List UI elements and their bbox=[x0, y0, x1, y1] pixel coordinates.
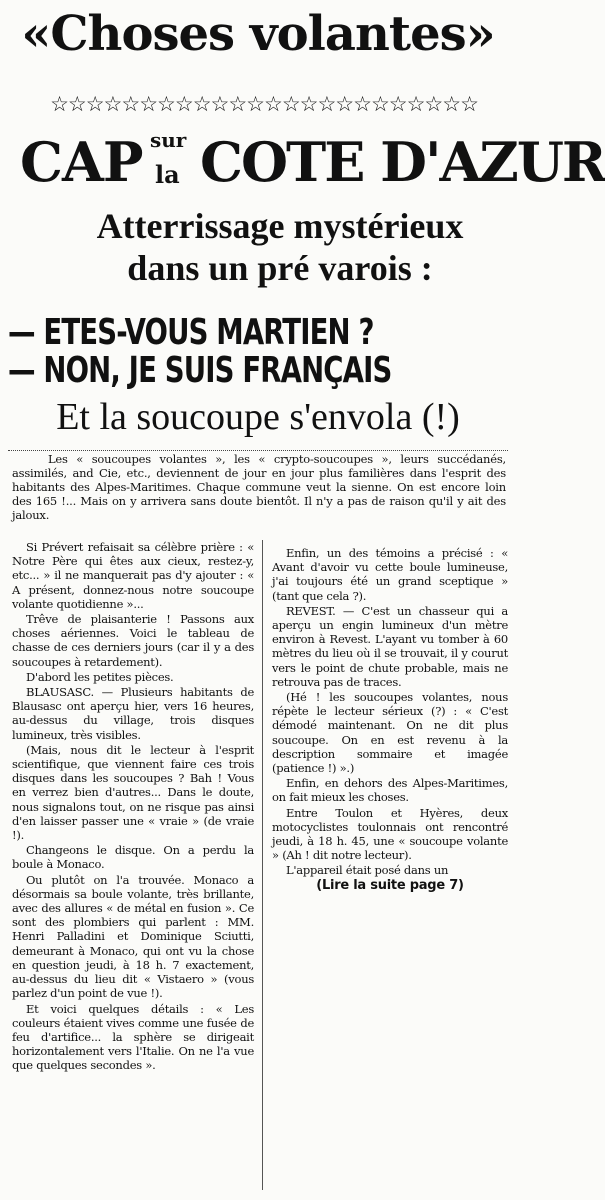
tagline: Et la soucoupe s'envola (!) bbox=[56, 396, 460, 438]
headline-la: la bbox=[155, 160, 180, 189]
paragraph: (Hé ! les soucoupes volantes, nous répète le lecteur sérieux (?) : « C'est démodé maintenant. On ne dit plus soucoupe. On en est revenu à la description sommaire et imagée (patience !) ».) bbox=[272, 690, 508, 776]
left-column bbox=[12, 540, 254, 1190]
dialogue-line-2: — NON, JE SUIS FRANÇAIS bbox=[8, 350, 392, 391]
paragraph: Entre Toulon et Hyères, deux motocyclistes toulonnais ont rencontré jeudi, à 18 h. 45, une « soucoupe volante » (Ah ! dit notre lecteur). bbox=[272, 805, 508, 863]
deck-line-2: dans un pré varois : bbox=[127, 248, 433, 288]
dialogue-line-1: — ETES-VOUS MARTIEN ? bbox=[8, 312, 374, 353]
paragraph: Si Prévert refaisait sa célèbre prière : « Notre Père qui êtes aux cieux, restez-y, etc... » il ne manquerait pas d'y ajouter : « A présent, donnez-nous notre soucoupe volante quotidienne »... bbox=[12, 540, 254, 611]
paragraph: BLAUSASC. — Plusieurs habitants de Blausasc ont aperçu hier, vers 16 heures, au-dessus du village, trois disques lumineux, très visibles. bbox=[12, 685, 254, 742]
paragraph: Trêve de plaisanterie ! Passons aux choses aériennes. Voici le tableau de chasse de ces derniers jours (car il y a des soucoupes à retardement). bbox=[12, 612, 254, 669]
headline-place: COTE D'AZUR bbox=[200, 130, 605, 194]
paragraph: REVEST. — C'est un chasseur qui a aperçu un engin lumineux d'un mètre environ à Revest. L'ayant vu tomber à 60 mètres du lieu où il se trouvait, il y courut vers le point de chute probable, mais ne retrouva pas de traces. bbox=[272, 603, 508, 689]
paragraph: Ou plutôt on l'a trouvée. Monaco a désormais sa boule volante, très brillante, avec des allures « de métal en fusion ». Ce sont des plombiers qui parlent : MM. Henri Palladini et Dominique Sciutti, demeurant à Monaco, qui ont vu la chose en question jeudi, à 18 h. 7 exactement, au-dessus du lieu dit « Vistaero » (vous parlez d'un point de vue !). bbox=[12, 872, 254, 1001]
paragraph: L'appareil était posé dans un bbox=[286, 863, 449, 878]
paragraph: Enfin, en dehors des Alpes-Maritimes, on fait mieux les choses. bbox=[272, 776, 508, 805]
intro-text: Les « soucoupes volantes », les « crypto-soucoupes », leurs succédanés, assimilés, and Cie, etc., deviennent de jour en jour plus familières dans l'esprit des habitants des Alpes-Maritimes. Chaque commune veut la sienne. On est encore loin des 165 !... Mais on y arrivera sans doute bientôt. Il n'y a pas de raison qu'il y ait des jaloux. bbox=[12, 452, 506, 522]
paragraph: Et voici quelques détails : « Les couleurs étaient vives comme une fusée de feu d'artifice... la sphère se dirigeait horizontalement vers l'Italie. On ne l'a vue que quelques secondes ». bbox=[12, 1001, 254, 1073]
paragraph: Enfin, un des témoins a précisé : « Avant d'avoir vu cette boule lumineuse, j'ai toujours été un grand sceptique » (tant que cela ?). bbox=[272, 546, 508, 603]
paragraph: Changeons le disque. On a perdu la boule à Monaco. bbox=[12, 843, 254, 872]
main-headline bbox=[0, 120, 605, 210]
headline-sur: sur bbox=[150, 128, 187, 152]
deck bbox=[80, 205, 480, 289]
deck-line-1: Atterrissage mystérieux bbox=[96, 206, 464, 246]
headline-cap: CAP bbox=[20, 130, 143, 194]
right-column bbox=[272, 546, 508, 1106]
column-divider bbox=[262, 540, 263, 1190]
continued-on-page: (Lire la suite page 7) bbox=[316, 877, 464, 893]
intro-paragraph bbox=[12, 452, 506, 522]
kicker-title: «Choses volantes» bbox=[21, 6, 495, 62]
star-rule: ☆☆☆☆☆☆☆☆☆☆☆☆☆☆☆☆☆☆☆☆☆☆☆☆ bbox=[50, 92, 478, 116]
paragraph: D'abord les petites pièces. bbox=[26, 669, 174, 684]
divider bbox=[8, 450, 508, 451]
paragraph: (Mais, nous dit le lecteur à l'esprit scientifique, que viennent faire ces trois disques dans les soucoupes ? Bah ! Vous en verrez bien d'autres... Dans le doute, nous signalons tout, on ne risque pas ainsi d'en laisser passer une « vraie » (de vraie !). bbox=[12, 742, 254, 843]
